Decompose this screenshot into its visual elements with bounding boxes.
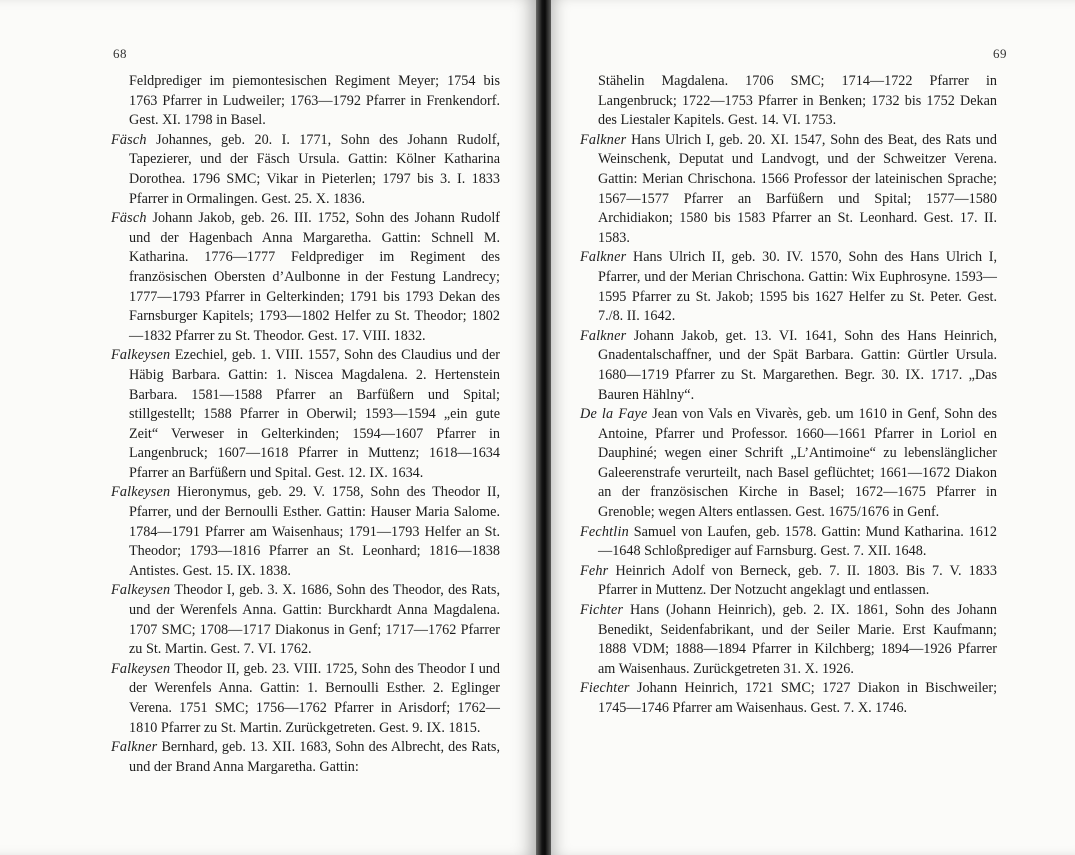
entry-surname: Falkeysen — [111, 484, 171, 501]
register-entry — [111, 483, 500, 581]
register-entry — [111, 738, 500, 777]
register-entry — [580, 601, 997, 679]
entry-surname: Fiechter — [580, 680, 630, 697]
entry-surname: Falkeysen — [111, 660, 171, 677]
entry-column — [580, 72, 997, 719]
entry-surname: De la Faye — [580, 406, 648, 423]
page-number: 68 — [113, 46, 127, 61]
entry-text: Feldprediger im piemontesischen Regiment Meyer; 1754 bis 1763 Pfarrer in Ludweiler; 1763—1792 Pfarrer in Frenkendorf. Gest. XI. 1798 in Basel. — [129, 73, 500, 129]
entry-text: Johann Heinrich, 1721 SMC; 1727 Diakon in Bischweiler; 1745—1746 Pfarrer am Waisenhaus. Gest. 7. X. 1746. — [598, 680, 998, 716]
entry-surname: Fehr — [580, 562, 609, 579]
entry-text: Ezechiel, geb. 1. VIII. 1557, Sohn des Claudius und der Häbig Barbara. Gattin: 1. Niscea Magdalena. 2. Hertenstein Barbara. 1581—1588 Pfarrer an Barfüßern und Spital; stillgestellt; 1588 Pfarrer in Oberwil; 1593—1594 „ein gute Zeit“ Verweser in Gelterkinden; 1594—1607 Pfarrer in Langenbruck; 1607—1618 Pfarrer in Muttenz; 1618—1634 Pfarrer an Barfüßern und Spital. Gest. 12. IX. 1634. — [129, 347, 501, 481]
entry-text: Johann Jakob, get. 13. VI. 1641, Sohn des Hans Heinrich, Gnadentalschaffner, und der Spät Barbara. Gattin: Gürtler Ursula. 1680—1719 Pfarrer zu St. Margarethen. Begr. 30. IX. 1717. „Das Bauren Hählny“. — [598, 327, 998, 403]
register-entry — [580, 562, 997, 601]
register-entry — [580, 131, 997, 249]
register-entry — [580, 523, 997, 562]
register-entry — [111, 131, 500, 209]
entry-text: Hans (Johann Heinrich), geb. 2. IX. 1861, Sohn des Johann Benedikt, Seidenfabrikant, und der Seiler Marie. Erst Kaufmann; 1888 VDM; 1888—1894 Pfarrer in Kilchberg; 1894—1926 Pfarrer am Waisenhaus. Zurückgetreten 31. X. 1926. — [598, 602, 998, 677]
entry-text: Stähelin Magdalena. 1706 SMC; 1714—1722 Pfarrer in Langenbruck; 1722—1753 Pfarrer in Benken; 1732 bis 1752 Dekan des Liestaler Kapitels. Gest. 14. VI. 1753. — [598, 73, 997, 129]
entry-surname: Falkner — [111, 739, 158, 756]
entry-surname: Falkeysen — [111, 582, 171, 599]
entry-text: Bernhard, geb. 13. XII. 1683, Sohn des Albrecht, des Rats, und der Brand Anna Margaretha. Gattin: — [129, 739, 500, 775]
entry-column — [111, 72, 500, 777]
right-page — [551, 0, 1075, 855]
entry-text: Hans Ulrich II, geb. 30. IV. 1570, Sohn des Hans Ulrich I, Pfarrer, und der Merian Chrischona. Gattin: Wix Euphrosyne. 1593—1595 Pfarrer zu St. Jakob; 1595 bis 1627 Helfer zu St. Peter. Gest. 7./8. II. 1642. — [598, 249, 998, 325]
register-entry — [111, 346, 500, 483]
entry-text: Johann Jakob, geb. 26. III. 1752, Sohn des Johann Rudolf und der Hagenbach Anna Margaretha. Gattin: Schnell M. Katharina. 1776—1777 Feldprediger im Regiment des französischen Obersten d’Aulbonne in der Festung Landrecy; 1777—1793 Pfarrer in Gelterkinden; 1791 bis 1793 Dekan des Farnsburger Kapitels; 1793—1802 Helfer zu St. Theodor; 1802—1832 Pfarrer zu St. Theodor. Gest. 17. VIII. 1832. — [129, 210, 501, 344]
entry-text: Hans Ulrich I, geb. 20. XI. 1547, Sohn des Beat, des Rats und Weinschenk, Deputat und Landvogt, und der Schweitzer Verena. Gattin: Merian Chrischona. 1566 Professor der lateinischen Sprache; 1567—1577 Pfarrer an Barfüßern und Spital; 1577—1580 Archidiakon; 1580 bis 1583 Pfarrer an St. Leonhard. Gest. 17. II. 1583. — [598, 131, 997, 246]
entry-text: Hieronymus, geb. 29. V. 1758, Sohn des Theodor II, Pfarrer, und der Bernoulli Esther. Gattin: Hauser Maria Salome. 1784—1791 Pfarrer am Waisenhaus; 1791—1793 Helfer an St. Theodor; 1793—1816 Pfarrer an St. Leonhard; 1816—1838 Antistes. Gest. 15. IX. 1838. — [129, 484, 501, 579]
register-entry — [580, 72, 997, 131]
entry-surname: Fäsch — [111, 131, 147, 148]
entry-text: Jean von Vals en Vivarès, geb. um 1610 in Genf, Sohn des Antoine, Pfarrer und Professor. 1660—1661 Pfarrer in Loriol en Dauphiné; wegen einer Schrift „L’Antimoine“ zu lebenslänglicher Galeerenstrafe verurteilt, nach Basel geflüchtet; 1661—1672 Diakon an der französischen Kirche in Basel; 1672—1675 Pfarrer in Grenoble; wegen Alters entlassen. Gest. 1675/1676 in Genf. — [598, 406, 998, 521]
register-entry — [111, 72, 500, 131]
entry-text: Theodor I, geb. 3. X. 1686, Sohn des Theodor, des Rats, und der Werenfels Anna. Gattin: Burckhardt Anna Magdalena. 1707 SMC; 1708—1717 Diakonus in Genf; 1717—1762 Pfarrer zu St. Martin. Gest. 7. VI. 1762. — [129, 582, 500, 658]
entry-surname: Falkner — [580, 327, 627, 344]
entry-surname: Fechtlin — [580, 523, 629, 540]
entry-surname: Falkner — [580, 249, 627, 266]
register-entry — [111, 581, 500, 659]
entry-surname: Falkeysen — [111, 347, 171, 364]
entry-text: Samuel von Laufen, geb. 1578. Gattin: Mund Katharina. 1612—1648 Schloßprediger auf Farnsburg. Gest. 7. XII. 1648. — [598, 523, 997, 560]
left-page — [0, 0, 536, 855]
entry-text: Heinrich Adolf von Berneck, geb. 7. II. 1803. Bis 7. V. 1833 Pfarrer in Muttenz. Der Notzucht angeklagt und entlassen. — [598, 562, 997, 599]
entry-surname: Falkner — [580, 131, 627, 148]
entry-text: Johannes, geb. 20. I. 1771, Sohn des Johann Rudolf, Tapezierer, und der Fäsch Ursula. Gattin: Kölner Katharina Dorothea. 1796 SMC; Vikar in Pieterlen; 1797 bis 3. I. 1833 Pfarrer in Ormalingen. Gest. 25. X. 1836. — [129, 131, 500, 207]
page-number: 69 — [993, 46, 1007, 61]
register-entry — [580, 405, 997, 523]
register-entry — [111, 209, 500, 346]
register-entry — [580, 679, 997, 718]
entry-surname: Fäsch — [111, 210, 147, 227]
entry-surname: Fichter — [580, 602, 624, 619]
entry-text: Theodor II, geb. 23. VIII. 1725, Sohn des Theodor I und der Werenfels Anna. Gattin: 1. Bernoulli Esther. 2. Eglinger Verena. 1751 SMC; 1756—1762 Pfarrer in Arisdorf; 1762—1810 Pfarrer zu St. Martin. Zurückgetreten. Gest. 9. IX. 1815. — [129, 660, 500, 736]
book-gutter — [536, 0, 551, 855]
register-entry — [111, 660, 500, 738]
register-entry — [580, 248, 997, 326]
register-entry — [580, 327, 997, 405]
